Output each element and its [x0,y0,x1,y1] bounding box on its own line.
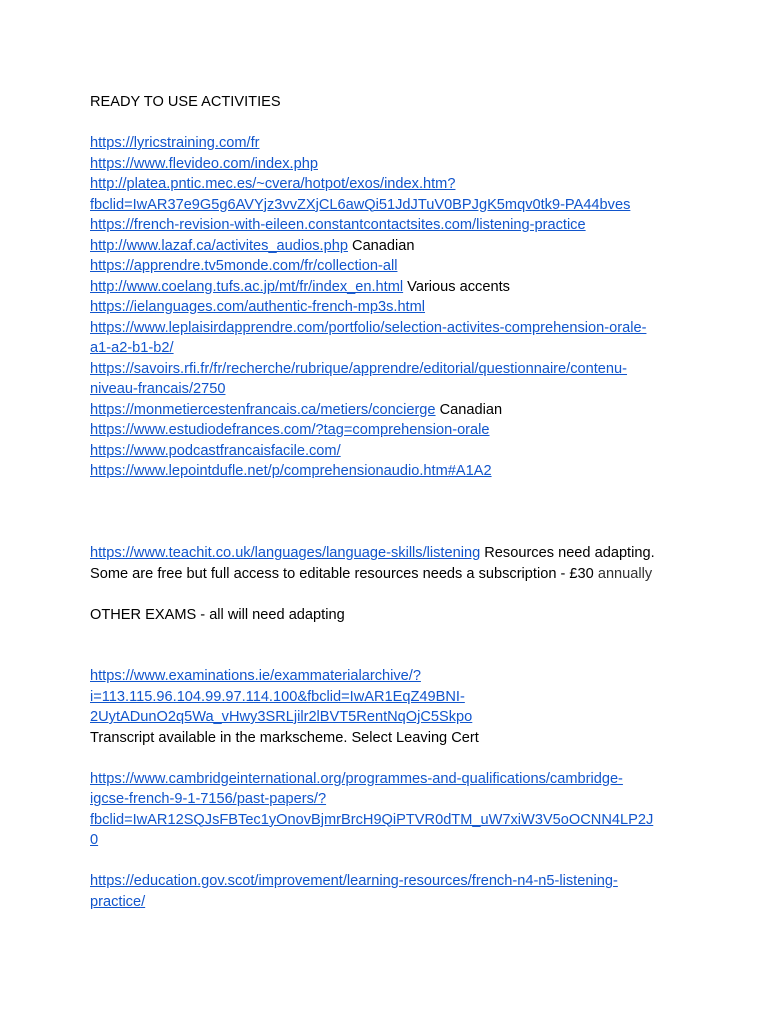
spacer [90,113,680,134]
teachit-subscription-tail: annually [597,565,653,582]
list-item [90,400,680,421]
link-savoirs-rfi-line2[interactable]: niveau-francais/2750 [90,381,226,397]
link-tv5monde[interactable]: https://apprendre.tv5monde.com/fr/collection-all [90,258,398,274]
link-flevideo[interactable]: https://www.flevideo.com/index.php [90,155,318,172]
list-item [90,236,680,257]
spacer [90,584,680,605]
examinations-ie-entry [90,666,680,748]
list-item [90,461,680,482]
link-savoirs-rfi-line1[interactable]: https://savoirs.rfi.fr/fr/recherche/rubrique/apprendre/editorial/questionnaire/contenu- [90,360,628,377]
document-page [90,92,680,912]
link-education-scot-line2[interactable]: practice/ [90,893,146,910]
link-lepointdufle[interactable]: https://www.lepointdufle.net/p/comprehensionaudio.htm#A1A2 [90,463,492,479]
list-item [90,256,680,277]
link-platea-line2[interactable]: fbclid=IwAR37e9G5g6AVYjz3vvZXjCL6awQi51JdJTuV0BPJgK5mqv0tk9-PA44bves [90,196,631,213]
section-heading-other-exams: OTHER EXAMS - all will need adapting [90,606,345,623]
list-item [90,318,680,359]
list-item [90,215,680,236]
list-item [90,297,680,318]
link-coelang[interactable]: http://www.coelang.tufs.ac.jp/mt/fr/index_en.html [90,278,404,295]
link-estudiodefrances[interactable]: https://www.estudiodefrances.com/?tag=comprehension-orale [90,422,490,438]
link-note: Various accents [407,278,510,295]
teachit-subscription-note: Some are free but full access to editable resources needs a subscription - £30 [90,565,594,582]
link-examinations-ie-line3[interactable]: 2UytADunO2q5Wa_vHwy3SRLjilr2lBVT5RentNqOjC5Skpo [90,709,473,725]
link-education-scot-line1[interactable]: https://education.gov.scot/improvement/learning-resources/french-n4-n5-listening- [90,873,618,889]
link-note: Canadian [439,401,503,418]
list-item [90,133,680,154]
link-note: Canadian [347,237,415,254]
link-lazaf[interactable]: http://www.lazaf.ca/activites_audios.php [90,237,348,254]
teachit-entry [90,543,680,584]
link-cambridge-line3[interactable]: fbclid=IwAR12SQJsFBTec1yOnovBjmrBrcH9QiPTVR0dTM_uW7xiW3V5oOCNN4LP2J [90,811,654,828]
link-ielanguages[interactable]: https://ielanguages.com/authentic-french-mp3s.html [90,299,426,315]
link-platea-line1[interactable]: http://platea.pntic.mec.es/~cvera/hotpot/exos/index.htm? [90,176,456,192]
list-item [90,441,680,462]
education-scot-entry [90,871,680,912]
spacer [90,748,680,769]
spacer [90,851,680,872]
cambridge-entry [90,769,680,851]
list-item [90,174,680,215]
examinations-ie-note: Transcript available in the markscheme. Select Leaving Cert [90,729,479,746]
link-teachit[interactable]: https://www.teachit.co.uk/languages/language-skills/listening [90,545,481,561]
list-item [90,420,680,441]
link-cambridge-line1[interactable]: https://www.cambridgeinternational.org/programmes-and-qualifications/cambridge- [90,770,623,787]
spacer [90,482,680,544]
spacer [90,625,680,666]
link-cambridge-line2[interactable]: igcse-french-9-1-7156/past-papers/? [90,791,327,807]
link-podcastfrancaisfacile[interactable]: https://www.podcastfrancaisfacile.com/ [90,442,341,459]
section-heading-ready-activities: READY TO USE ACTIVITIES [90,94,281,110]
link-lyricstraining[interactable]: https://lyricstraining.com/fr [90,135,260,151]
link-cambridge-line4[interactable]: 0 [90,832,99,848]
link-leplaisirdapprendre-line2[interactable]: a1-a2-b1-b2/ [90,340,174,356]
link-examinations-ie-line2[interactable]: i=113.115.96.104.99.97.114.100&fbclid=IwAR1EqZ49BNI- [90,688,465,705]
link-french-revision-eileen[interactable]: https://french-revision-with-eileen.constantcontactsites.com/listening-practice [90,217,586,233]
teachit-note: Resources need adapting. [484,545,655,561]
list-item [90,359,680,400]
list-item [90,277,680,298]
link-monmetier[interactable]: https://monmetiercestenfrancais.ca/metiers/concierge [90,401,436,418]
list-item [90,154,680,175]
link-leplaisirdapprendre-line1[interactable]: https://www.leplaisirdapprendre.com/portfolio/selection-activites-comprehension-orale- [90,319,647,336]
link-examinations-ie-line1[interactable]: https://www.examinations.ie/exammaterialarchive/? [90,668,421,684]
